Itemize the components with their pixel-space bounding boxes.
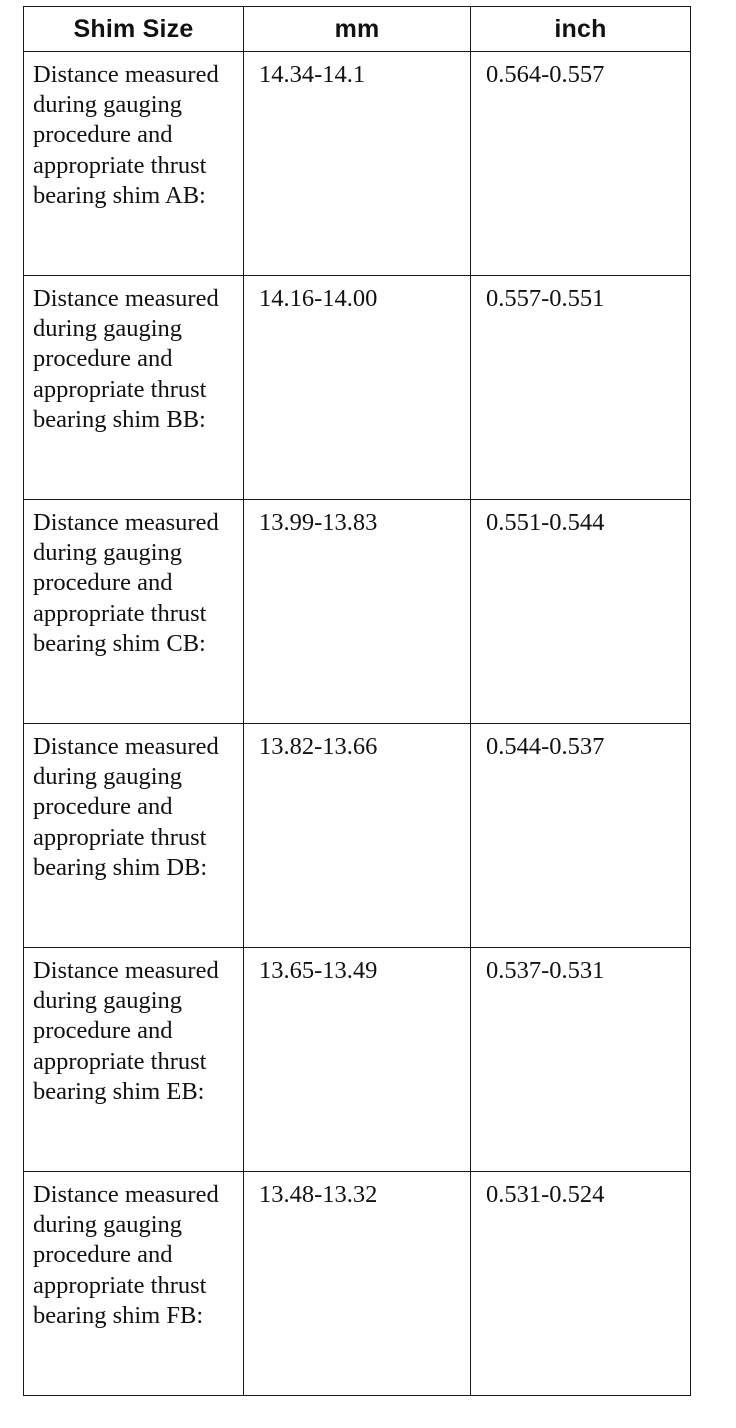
header-mm: mm [244, 7, 471, 52]
table-header [24, 7, 691, 52]
mm-range: 14.34-14.1 [244, 52, 471, 276]
shim-description: Distance measured during gauging procedure and appropriate thrust bearing shim EB: [24, 948, 244, 1172]
shim-description: Distance measured during gauging procedure and appropriate thrust bearing shim CB: [24, 500, 244, 724]
table-row [24, 1172, 691, 1396]
table-body [24, 52, 691, 1396]
shim-description: Distance measured during gauging procedure and appropriate thrust bearing shim FB: [24, 1172, 244, 1396]
table-row [24, 500, 691, 724]
shim-description: Distance measured during gauging procedure and appropriate thrust bearing shim DB: [24, 724, 244, 948]
inch-range: 0.551-0.544 [471, 500, 691, 724]
header-inch: inch [471, 7, 691, 52]
table-row [24, 948, 691, 1172]
mm-range: 13.82-13.66 [244, 724, 471, 948]
header-row [24, 7, 691, 52]
inch-range: 0.531-0.524 [471, 1172, 691, 1396]
inch-range: 0.557-0.551 [471, 276, 691, 500]
inch-range: 0.537-0.531 [471, 948, 691, 1172]
header-shim-size: Shim Size [24, 7, 244, 52]
shim-description: Distance measured during gauging procedure and appropriate thrust bearing shim AB: [24, 52, 244, 276]
inch-range: 0.564-0.557 [471, 52, 691, 276]
mm-range: 13.65-13.49 [244, 948, 471, 1172]
table-row [24, 276, 691, 500]
table-row [24, 52, 691, 276]
table-row [24, 724, 691, 948]
mm-range: 13.48-13.32 [244, 1172, 471, 1396]
shim-description: Distance measured during gauging procedure and appropriate thrust bearing shim BB: [24, 276, 244, 500]
mm-range: 14.16-14.00 [244, 276, 471, 500]
inch-range: 0.544-0.537 [471, 724, 691, 948]
mm-range: 13.99-13.83 [244, 500, 471, 724]
shim-size-table [23, 6, 691, 1396]
